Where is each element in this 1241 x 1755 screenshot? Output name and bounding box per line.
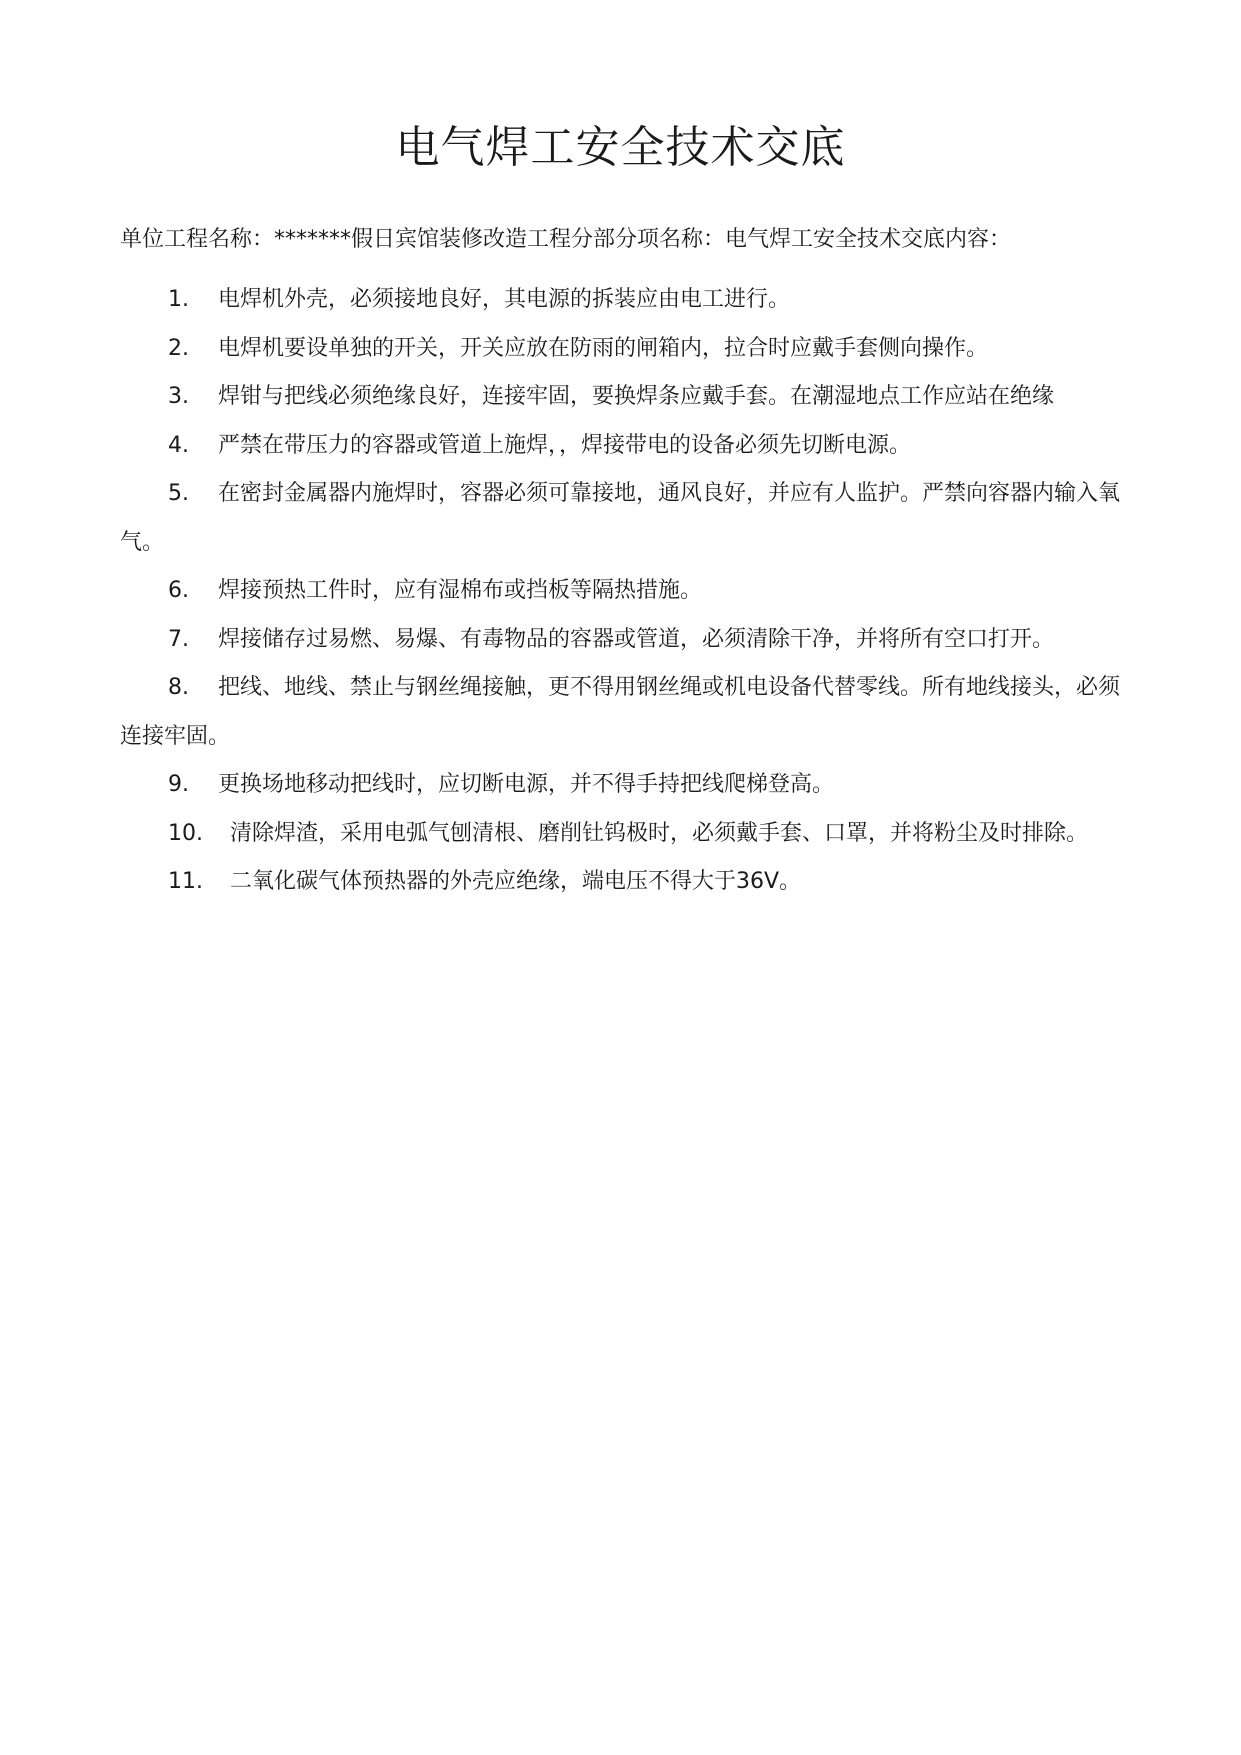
document-title: 电气焊工安全技术交底	[395, 122, 846, 173]
list-item	[120, 664, 1132, 761]
item-text: 二氧化碳气体预热器的外壳应绝缘，端电压不得大于36V。	[230, 869, 802, 894]
item-number: 8.	[168, 675, 189, 700]
item-text: 更换场地移动把线时，应切断电源，并不得手持把线爬梯登高。	[218, 772, 835, 797]
project-info-line: 单位工程名称：*******假日宾馆装修改造工程分部分项名称：电气焊工安全技术交底内容：	[120, 227, 1012, 252]
list-item	[120, 276, 1132, 325]
item-number: 2.	[168, 335, 189, 361]
item-number: 7.	[168, 626, 189, 652]
list-item	[120, 373, 1132, 422]
item-number: 1.	[168, 287, 189, 312]
list-item	[120, 616, 1132, 665]
list-item	[120, 325, 1132, 374]
list-item	[120, 810, 1132, 859]
list-item	[120, 470, 1132, 567]
item-text: 清除焊渣，采用电弧气刨清根、磨削钍钨极时，必须戴手套、口罩，并将粉尘及时排除。	[230, 820, 1089, 846]
list-item	[120, 422, 1132, 471]
item-text: 严禁在带压力的容器或管道上施焊，，焊接带电的设备必须先切断电源。	[218, 432, 912, 458]
list-item	[120, 567, 1132, 616]
item-text: 电焊机要设单独的开关，开关应放在防雨的闸箱内，拉合时应戴手套侧向操作。	[218, 335, 989, 361]
item-number: 11.	[168, 869, 203, 894]
safety-items-list	[120, 276, 1132, 907]
item-number: 3.	[168, 384, 189, 409]
item-number: 6.	[168, 578, 189, 603]
item-number: 10.	[168, 820, 203, 846]
item-number: 5.	[168, 481, 189, 506]
item-text: 焊钳与把线必须绝缘良好，连接牢固，要换焊条应戴手套。在潮湿地点工作应站在绝缘	[218, 384, 1055, 409]
item-text: 焊接储存过易燃、易爆、有毒物品的容器或管道，必须清除干净，并将所有空口打开。	[218, 626, 1055, 652]
item-number: 9.	[168, 772, 189, 797]
item-text: 把线、地线、禁止与钢丝绳接触，更不得用钢丝绳或机电设备代替零线。所有地线接头，必须连接牢固。	[120, 675, 1121, 749]
list-item	[120, 761, 1132, 810]
list-item	[120, 858, 1132, 907]
item-text: 电焊机外壳，必须接地良好，其电源的拆装应由电工进行。	[218, 287, 791, 312]
item-text: 焊接预热工件时，应有湿棉布或挡板等隔热措施。	[218, 578, 703, 603]
item-number: 4.	[168, 432, 189, 458]
item-text: 在密封金属器内施焊时，容器必须可靠接地，通风良好，并应有人监护。严禁向容器内输入氧气。	[120, 481, 1121, 555]
